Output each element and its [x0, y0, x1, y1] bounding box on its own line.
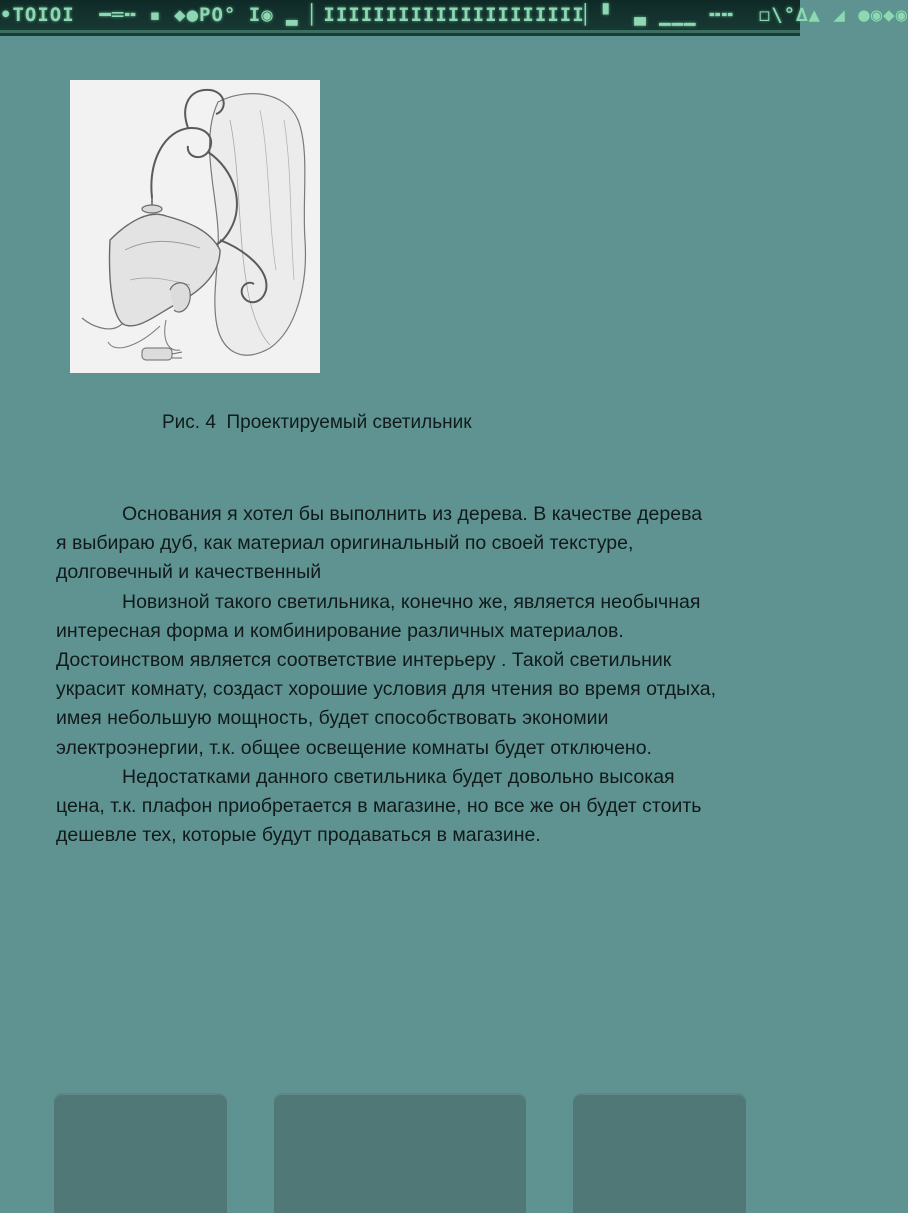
top-decorative-strip	[0, 0, 908, 36]
paragraph-1: Основания я хотел бы выполнить из дерева. В качестве дерева я выбираю дуб, как материал оригинальный по своей текстуре, долговечный и качественный	[56, 503, 703, 584]
nav-button-left[interactable]	[54, 1093, 227, 1213]
paragraph-2: Новизной такого светильника, конечно же, является необычная интересная форма и комбинирование различных материалов. Достоинством является соответствие интерьеру . Такой светильник украсит комнату, создаст хорошие условия для чтения во время отдыха, имея небольшую мощность, будет способствовать экономии электроэнергии, т.к. общее освещение комнаты будет отключено.	[56, 590, 716, 759]
header-decoration: •TOIOI ━═╍ ▪ ◆●PO° I◉ ▂ ▏IIIIIIIIIIIIIIIIIIIII▏▝ ▃ ▁▁▁ ╍╍ ◻\°∆▲ ◢ ●◉◆◉	[0, 4, 908, 26]
nav-button-center[interactable]	[274, 1093, 526, 1213]
figure-caption: Рис. 4 Проектируемый светильник	[162, 412, 472, 433]
lamp-sketch-drawing	[70, 80, 320, 373]
body-text	[56, 500, 716, 850]
paragraph-3: Недостатками данного светильника будет довольно высокая цена, т.к. плафон приобретается в магазине, но все же он будет стоить дешевле тех, которые будут продаваться в магазине.	[56, 765, 702, 847]
header-divider	[0, 30, 800, 33]
lamp-sketch-image	[70, 80, 320, 373]
nav-button-right[interactable]	[573, 1093, 746, 1213]
